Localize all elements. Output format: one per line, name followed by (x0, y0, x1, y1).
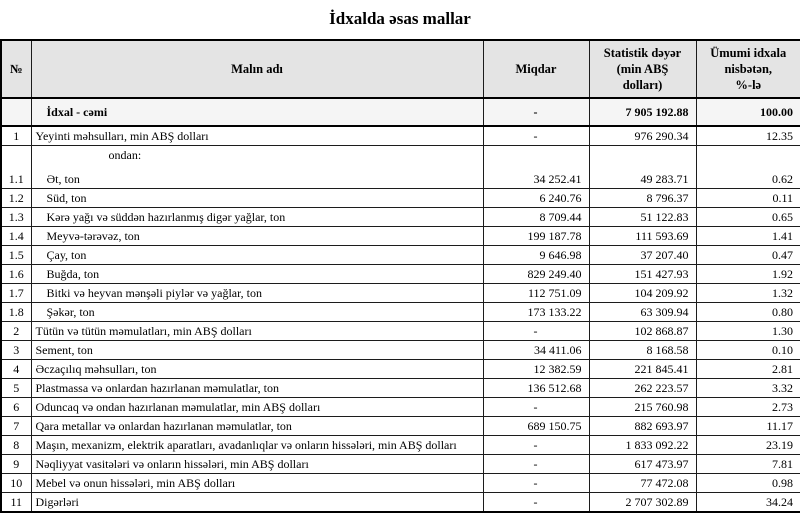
row-statistical-value: 617 473.97 (589, 455, 696, 474)
row-statistical-value: 63 309.94 (589, 303, 696, 322)
row-quantity: 34 411.06 (483, 341, 589, 360)
table-row (1, 474, 800, 493)
row-quantity: 6 240.76 (483, 189, 589, 208)
row-number: 10 (1, 474, 31, 493)
table-row (1, 360, 800, 379)
row-import-share: 1.32 (696, 284, 800, 303)
table-row (1, 208, 800, 227)
row-import-share: 0.65 (696, 208, 800, 227)
row-number: 2 (1, 322, 31, 341)
table-row (1, 227, 800, 246)
row-quantity: 689 150.75 (483, 417, 589, 436)
row-number: 4 (1, 360, 31, 379)
row-quantity: 9 646.98 (483, 246, 589, 265)
row-statistical-value: 215 760.98 (589, 398, 696, 417)
row-statistical-value: 111 593.69 (589, 227, 696, 246)
row-import-share: 12.35 (696, 126, 800, 146)
row-good-name: Əczaçılıq məhsulları, ton (31, 360, 483, 379)
table-row (1, 146, 800, 189)
row-statistical-value: 7 905 192.88 (589, 98, 696, 126)
table-row (1, 379, 800, 398)
row-number: 1.5 (1, 246, 31, 265)
row-number: 11 (1, 493, 31, 513)
row-quantity: 199 187.78 (483, 227, 589, 246)
row-import-share: 3.32 (696, 379, 800, 398)
header-row (1, 40, 800, 98)
row-good-name: Kərə yağı və süddən hazırlanmış digər yağlar, ton (31, 208, 483, 227)
row-good-name: İdxal - cəmi (31, 98, 483, 126)
row-number: 5 (1, 379, 31, 398)
row-number: 1.2 (1, 189, 31, 208)
row-statistical-value: 221 845.41 (589, 360, 696, 379)
row-statistical-value: 976 290.34 (589, 126, 696, 146)
row-number: 1.8 (1, 303, 31, 322)
row-import-share: 23.19 (696, 436, 800, 455)
row-number: 1.4 (1, 227, 31, 246)
table-row (1, 398, 800, 417)
row-quantity: - (483, 455, 589, 474)
row-statistical-value: 2 707 302.89 (589, 493, 696, 513)
row-quantity: 136 512.68 (483, 379, 589, 398)
row-statistical-value: 77 472.08 (589, 474, 696, 493)
table-body (1, 98, 800, 512)
row-statistical-value: 151 427.93 (589, 265, 696, 284)
table-row (1, 284, 800, 303)
row-import-share: 0.80 (696, 303, 800, 322)
row-statistical-value: 49 283.71 (589, 146, 696, 189)
row-good-name: Buğda, ton (31, 265, 483, 284)
row-good-name: Yeyinti məhsulları, min ABŞ dolları (31, 126, 483, 146)
row-good-name: Qara metallar və onlardan hazırlanan məmulatlar, ton (31, 417, 483, 436)
row-import-share: 2.81 (696, 360, 800, 379)
row-statistical-value: 882 693.97 (589, 417, 696, 436)
row-import-share: 2.73 (696, 398, 800, 417)
row-import-share: 0.98 (696, 474, 800, 493)
row-statistical-value: 262 223.57 (589, 379, 696, 398)
table-row (1, 189, 800, 208)
row-number: 1.1 (1, 146, 31, 189)
row-good-name: Tütün və tütün məmulatları, min ABŞ dolları (31, 322, 483, 341)
row-good-name: Süd, ton (31, 189, 483, 208)
row-good-name (31, 146, 483, 189)
header-name: Malın adı (31, 40, 483, 98)
row-statistical-value: 8 796.37 (589, 189, 696, 208)
row-quantity: - (483, 493, 589, 513)
imports-table (0, 39, 800, 513)
table-row (1, 303, 800, 322)
row-quantity: 12 382.59 (483, 360, 589, 379)
row-quantity: - (483, 474, 589, 493)
row-import-share: 0.10 (696, 341, 800, 360)
row-good-name-text: Ət, ton (46, 172, 80, 186)
row-import-share: 0.62 (696, 146, 800, 189)
row-quantity: 34 252.41 (483, 146, 589, 189)
table-row (1, 436, 800, 455)
row-quantity: 8 709.44 (483, 208, 589, 227)
row-good-name: Bitki və heyvan mənşəli piylər və yağlar, ton (31, 284, 483, 303)
row-number: 3 (1, 341, 31, 360)
row-import-share: 1.41 (696, 227, 800, 246)
row-quantity: 829 249.40 (483, 265, 589, 284)
row-import-share: 1.92 (696, 265, 800, 284)
table-row (1, 417, 800, 436)
row-good-name: Nəqliyyat vasitələri və onların hissələri, min ABŞ dolları (31, 455, 483, 474)
page-title: İdxalda əsas mallar (329, 9, 471, 28)
row-number (1, 98, 31, 126)
row-import-share: 11.17 (696, 417, 800, 436)
row-statistical-value: 102 868.87 (589, 322, 696, 341)
header-qty: Miqdar (483, 40, 589, 98)
row-statistical-value: 37 207.40 (589, 246, 696, 265)
table-row (1, 493, 800, 513)
row-statistical-value: 8 168.58 (589, 341, 696, 360)
row-quantity: - (483, 126, 589, 146)
header-no: № (1, 40, 31, 98)
table-row (1, 98, 800, 126)
row-number: 8 (1, 436, 31, 455)
row-number: 1.3 (1, 208, 31, 227)
row-import-share: 1.30 (696, 322, 800, 341)
row-good-name: Meyvə-tərəvəz, ton (31, 227, 483, 246)
group-label: ondan: (108, 148, 142, 162)
row-good-name: Digərləri (31, 493, 483, 513)
row-import-share: 100.00 (696, 98, 800, 126)
row-good-name: Çay, ton (31, 246, 483, 265)
row-statistical-value: 104 209.92 (589, 284, 696, 303)
row-good-name: Mebel və onun hissələri, min ABŞ dolları (31, 474, 483, 493)
table-row (1, 126, 800, 146)
row-number: 9 (1, 455, 31, 474)
row-statistical-value: 51 122.83 (589, 208, 696, 227)
table-row (1, 455, 800, 474)
row-quantity: - (483, 398, 589, 417)
row-good-name: Plastmassa və onlardan hazırlanan məmulatlar, ton (31, 379, 483, 398)
table-row (1, 265, 800, 284)
table-row (1, 341, 800, 360)
row-quantity: - (483, 98, 589, 126)
row-quantity: 173 133.22 (483, 303, 589, 322)
table-row (1, 246, 800, 265)
row-quantity: - (483, 322, 589, 341)
row-number: 1.6 (1, 265, 31, 284)
table-header (1, 40, 800, 98)
row-good-name: Maşın, mexanizm, elektrik aparatları, avadanlıqlar və onların hissələri, min ABŞ dolları (31, 436, 483, 455)
row-quantity: - (483, 436, 589, 455)
row-good-name: Sement, ton (31, 341, 483, 360)
header-share: Ümumi idxala nisbətən, %-lə (696, 40, 800, 98)
row-good-name: Şəkər, ton (31, 303, 483, 322)
row-number: 6 (1, 398, 31, 417)
row-import-share: 34.24 (696, 493, 800, 513)
row-good-name: Oduncaq və ondan hazırlanan məmulatlar, min ABŞ dolları (31, 398, 483, 417)
header-value: Statistik dəyər (min ABŞ dolları) (589, 40, 696, 98)
row-number: 1.7 (1, 284, 31, 303)
row-number: 7 (1, 417, 31, 436)
row-number: 1 (1, 126, 31, 146)
row-import-share: 7.81 (696, 455, 800, 474)
row-statistical-value: 1 833 092.22 (589, 436, 696, 455)
row-quantity: 112 751.09 (483, 284, 589, 303)
row-import-share: 0.11 (696, 189, 800, 208)
row-import-share: 0.47 (696, 246, 800, 265)
table-row (1, 322, 800, 341)
